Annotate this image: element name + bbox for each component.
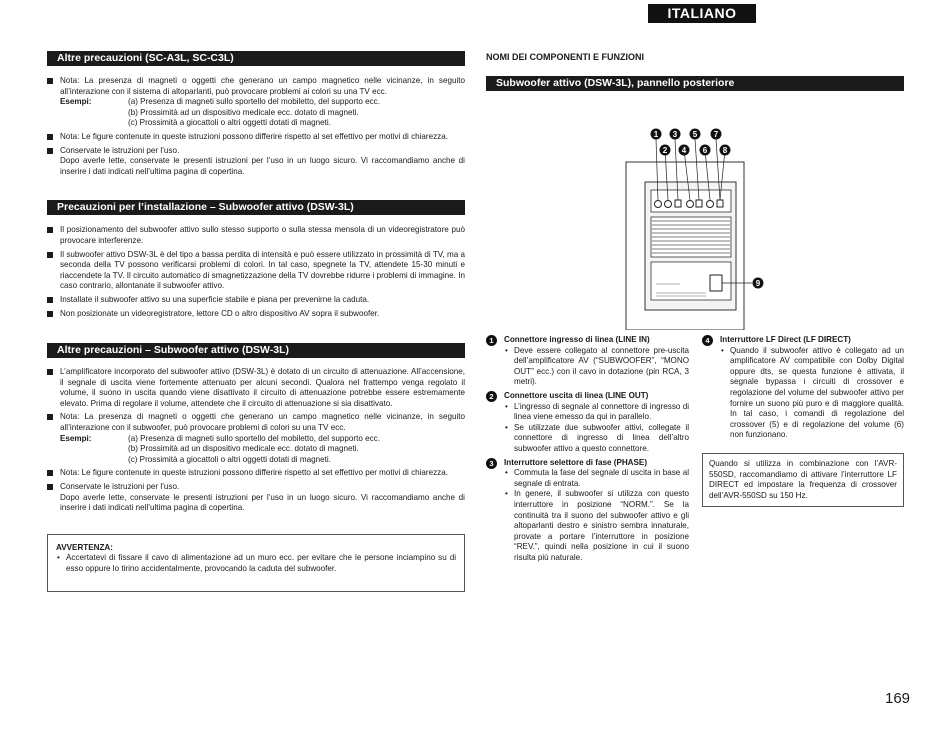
bullet-text: Non posizionate un videoregistratore, lettore CD o altro dispositivo AV sopra il subwoofer. [60, 308, 380, 318]
number-badge-icon: 4 [702, 335, 713, 346]
warning-box [47, 534, 465, 592]
bullet-item [47, 225, 465, 246]
bullet-item [47, 367, 465, 409]
section-body [47, 225, 465, 319]
bullet-text: Il posizionamento del subwoofer attivo sullo stesso supporto o sulla stessa mensola di un videoregistratore può provocare interferenze. [60, 225, 465, 245]
bullet-item [47, 295, 465, 306]
component-bullet-text: • L’ingresso di segnale al connettore di ingresso di linea viene emesso da qui in parallelo. [514, 401, 689, 422]
components-col-a [486, 335, 689, 563]
square-bullet-icon [47, 297, 53, 303]
examples-block [60, 434, 465, 466]
component-bullet-text: • Commuta la fase del segnale di uscita in base al segnale di entrata. [514, 468, 689, 488]
component-bullet [504, 402, 689, 423]
component-title-text: Interruttore LF Direct (LF DIRECT) [720, 335, 851, 344]
rear-panel-diagram [620, 125, 780, 330]
left-column [47, 51, 465, 592]
component-title-text: Connettore uscita di linea (LINE OUT) [504, 390, 649, 400]
callout-number: 2 [662, 146, 668, 155]
square-bullet-icon [47, 470, 53, 476]
bullet-item [47, 309, 465, 320]
page-number: 169 [885, 690, 911, 707]
component-bullet [720, 346, 904, 441]
component-bullet-text: • Deve essere collegato al connettore pre-uscita dell’amplificatore AV (“SUBWOOFER”, “MONO OUT” ecc.) con il cavo in dotazione (pin RCA, 3 metri). [514, 345, 689, 387]
component-body [486, 346, 689, 388]
bullet-text: Conservate le istruzioni per l’uso. [60, 482, 180, 492]
bullet-item [47, 146, 465, 178]
callout-number: 6 [702, 146, 708, 155]
bullet-text: Nota: La presenza di magneti o oggetti che generano un campo magnetico nelle vicinanze, in seguito all’interazione con il sistema di altoparlanti, può provocare problemi ai colori su una TV ecc. [60, 76, 465, 96]
examples-block [60, 97, 465, 129]
example-item: (a) Presenza di magneti sullo sportello del mobiletto, del supporto ecc. [128, 433, 380, 443]
bullet-item [47, 250, 465, 292]
number-badge-icon: 2 [486, 391, 497, 402]
component-title [486, 391, 689, 402]
bullet-text: Dopo averle lette, conservate le presenti istruzioni per l’uso in un luogo sicuro. Vi raccomandiamo anche di inserire i dati indicati nell’ultima pagina di copertina. [60, 156, 465, 176]
bullet-text: Dopo averle lette, conservate le presenti istruzioni per l’uso in un luogo sicuro. Vi raccomandiamo anche di inserire i dati indicati nell’ultima pagina di copertina. [60, 492, 465, 513]
bullet-text: Nota: Le figure contenute in queste istruzioni possono differire rispetto al set effettivo per motivi di chiarezza. [60, 468, 448, 478]
square-bullet-icon [47, 148, 53, 154]
square-bullet-icon [47, 134, 53, 140]
number-badge-icon: 1 [486, 335, 497, 346]
component-item [486, 391, 689, 455]
component-bullet-text: • In genere, il subwoofer si utilizza con questo interruttore in posizione “NORM.”. Se la continuità tra il suono del subwoofer attivo e gli altoparlanti destro e sinistro sembra innaturale, provate a portare l’interruttore in posizione “REV.”, quindi nella posizione in cui il suono risulta più naturale. [514, 489, 689, 562]
square-bullet-icon [47, 227, 53, 233]
bullet-item [47, 468, 465, 479]
square-bullet-icon [47, 78, 53, 84]
component-body [702, 346, 904, 441]
square-bullet-icon [47, 369, 53, 375]
component-bullet [504, 423, 689, 455]
component-bullet-text: • Se utilizzate due subwoofer attivi, collegate il connettore di ingresso di linea dell’altro subwoofer attivo a questo connettore. [514, 422, 689, 453]
bullet-text: Il subwoofer attivo DSW-3L è del tipo a bassa perdita di intensità e può essere utilizzato in prossimità di TV, ma a seconda della TV possono verificarsi problemi di colori. In tal caso, spegnete la TV, attendete 15-30 minuti e riaccendete la TV. Il circuito automatico di smagnetizzazione della TV dovrebbe ridurre i problemi di immagine. In caso contrario, allontanate il subwoofer attivo. [60, 249, 465, 291]
component-title [486, 458, 689, 469]
example-item: (b) Prossimità ad un dispositivo medicale ecc. dotato di magneti. [128, 444, 359, 454]
subwoofer-rear-panel-icon [620, 125, 780, 330]
bullet-text: Nota: La presenza di magneti o oggetti che generano un campo magnetico nelle vicinanze, in seguito all’interazione con il subwoofer, può provocare problemi di colori su una TV ecc. [60, 412, 465, 433]
component-item [486, 458, 689, 564]
examples-label: Esempi: [60, 433, 92, 443]
square-bullet-icon [47, 311, 53, 317]
callout-number: 8 [722, 146, 728, 155]
component-item [486, 335, 689, 388]
bullet-item [47, 76, 465, 129]
note-text: Quando si utilizza in combinazione con l’AVR-550SD, raccomandiamo di attivare l’interruttore LF DIRECT ed impostare la frequenza di crossover dell’AVR-550SD su 150 Hz. [709, 458, 897, 500]
warning-text: • Accertatevi di fissare il cavo di alimentazione ad un muro ecc. per evitare che le persone inciampino su di esso oppure lo tirino accidentalmente, provocando la caduta del subwoofer. [66, 553, 456, 573]
component-bullet [504, 489, 689, 563]
right-column [486, 51, 904, 91]
section-title-precauzioni-installazione: Precauzioni per l’installazione – Subwoofer attivo (DSW-3L) [47, 200, 465, 215]
example-item: (b) Prossimità ad un dispositivo medicale ecc. dotato di magneti. [128, 107, 359, 117]
component-bullet-text: • Quando il subwoofer attivo è collegato ad un amplificatore AV compatibile con Dolby Digital oppure dts, se questa funzione è attivata, il segnale bypassa i circuiti di crossover e regolazione del volume del subwoofer attivo per fornire un suono più puro e di maggiore qualità. In tal caso, i comandi di regolazione del crossover (5) e di regolazione del volume (6) non funzionano. [730, 345, 904, 440]
component-body [486, 402, 689, 455]
language-tab: ITALIANO [648, 4, 756, 23]
callout-number: 9 [755, 279, 761, 288]
component-title [702, 335, 904, 346]
component-title-text: Interruttore selettore di fase (PHASE) [504, 457, 648, 467]
bullet-text: Installate il subwoofer attivo su una superficie stabile e piana per prevenirne la caduta. [60, 294, 370, 304]
square-bullet-icon [47, 414, 53, 420]
component-item [702, 335, 904, 441]
callout-number: 4 [681, 146, 687, 155]
example-item: (c) Prossimità a giocattoli o altri oggetti dotati di magneti. [128, 118, 331, 128]
section-body [47, 367, 465, 514]
number-badge-icon: 3 [486, 458, 497, 469]
square-bullet-icon [47, 252, 53, 258]
bullet-item [47, 412, 465, 465]
section-title-altre-precauzioni-sc: Altre precauzioni (SC-A3L, SC-C3L) [47, 51, 465, 66]
square-bullet-icon [47, 484, 53, 490]
example-item: (a) Presenza di magneti sullo sportello del mobiletto, del supporto ecc. [128, 97, 380, 107]
bullet-item [47, 132, 465, 143]
bullet-item [47, 482, 465, 514]
examples-list [128, 434, 465, 466]
component-bullet [504, 346, 689, 388]
examples-label: Esempi: [60, 97, 92, 107]
section-title-altre-precauzioni-dsw: Altre precauzioni – Subwoofer attivo (DSW-3L) [47, 343, 465, 358]
component-title [486, 335, 689, 346]
bullet-text: L’amplificatore incorporato del subwoofer attivo (DSW-3L) è dotato di un circuito di attenuazione. All’accensione, il segnale di uscita viene fortemente attenuato per alcuni secondi. Qualora nel frattempo venga regolato il volume, il suono in uscita quando viene disattivato il circuito di attenuazione potrebbe essere estremamente elevato. Prima di regolare il volume, attendete che il circuito di attenuazione si sia disattivato. [60, 367, 465, 408]
examples-list [128, 97, 465, 129]
bullet-text: Nota: Le figure contenute in queste istruzioni possono differire rispetto al set effettivo per motivi di chiarezza. [60, 131, 448, 141]
components-heading: NOMI DEI COMPONENTI E FUNZIONI [486, 52, 645, 62]
example-item: (c) Prossimità a giocattoli o altri oggetti dotati di magneti. [128, 454, 331, 464]
component-title-text: Connettore ingresso di linea (LINE IN) [504, 335, 650, 344]
component-body [486, 468, 689, 563]
section-title-subwoofer-rear-panel: Subwoofer attivo (DSW-3L), pannello posteriore [486, 76, 904, 91]
callout-number: 3 [672, 130, 678, 139]
callout-number: 1 [653, 130, 659, 139]
callout-number: 7 [713, 130, 719, 139]
component-bullet [504, 468, 689, 489]
note-box [702, 453, 904, 507]
callout-number: 5 [692, 130, 698, 139]
warning-item [56, 553, 456, 574]
section-body [47, 76, 465, 177]
bullet-text: Conservate le istruzioni per l’uso. [60, 145, 180, 155]
components-col-b [702, 335, 904, 507]
warning-title: AVVERTENZA: [56, 542, 113, 552]
